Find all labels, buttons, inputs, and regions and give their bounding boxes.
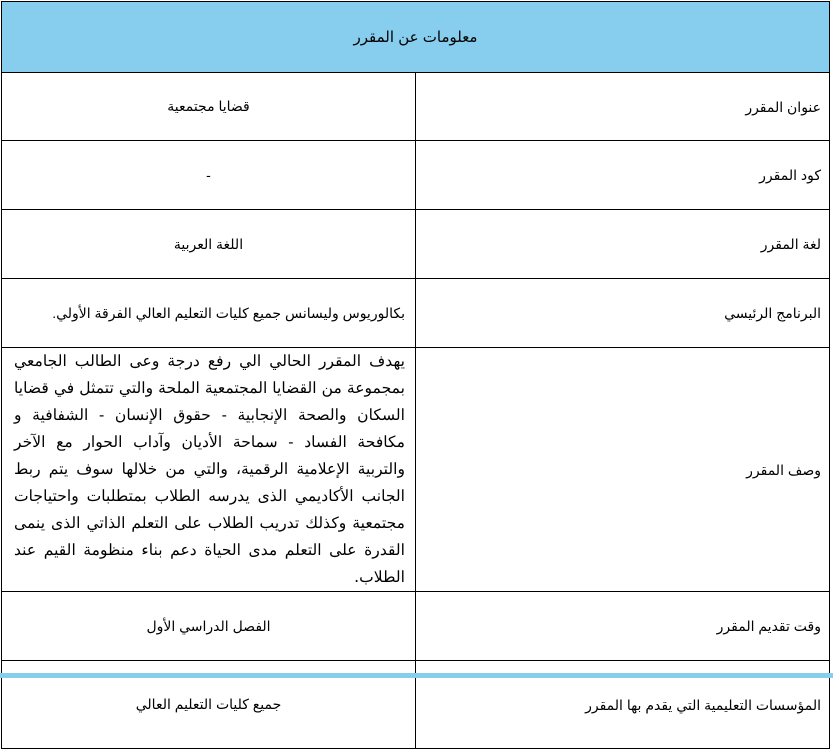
label-course-code: كود المقرر bbox=[416, 141, 830, 210]
table-row-course-language bbox=[2, 210, 830, 279]
bottom-accent-bar bbox=[0, 673, 833, 678]
value-course-title: قضايا مجتمعية bbox=[2, 73, 416, 141]
label-course-description: وصف المقرر bbox=[416, 348, 830, 592]
label-institutions: المؤسسات التعليمية التي يقدم بها المقرر bbox=[416, 661, 830, 749]
table-row-course-description bbox=[2, 348, 830, 592]
value-offering-time: الفصل الدراسي الأول bbox=[2, 592, 416, 661]
value-course-code: - bbox=[2, 141, 416, 210]
label-course-title: عنوان المقرر bbox=[416, 73, 830, 141]
course-info-table bbox=[1, 1, 830, 749]
table-title: معلومات عن المقرر bbox=[353, 29, 478, 46]
value-institutions: جميع كليات التعليم العالي bbox=[2, 661, 416, 749]
table-header bbox=[2, 2, 830, 73]
label-offering-time: وقت تقديم المقرر bbox=[416, 592, 830, 661]
table-row-offering-time bbox=[2, 592, 830, 661]
table-row-main-program bbox=[2, 279, 830, 348]
value-main-program: بكالوريوس وليسانس جميع كليات التعليم العالي الفرقة الأولي. bbox=[2, 279, 416, 348]
label-course-language: لغة المقرر bbox=[416, 210, 830, 279]
label-main-program: البرنامج الرئيسي bbox=[416, 279, 830, 348]
value-course-description: يهدف المقرر الحالي الي رفع درجة وعى الطالب الجامعي بمجموعة من القضايا المجتمعية الملحة والتي تتمثل في قضايا السكان والصحة الإنجابية - حقوق الإنسان - الشفافية و مكافحة الفساد - سماحة الأديان وآداب الحوار مع الآخر والتربية الإعلامية الرقمية، والتي من خلالها سوف يتم ربط الجانب الأكاديمي الذى يدرسه الطلاب بمتطلبات واحتياجات مجتمعية وكذلك تدريب الطلاب على التعلم الذاتي الذى ينمى القدرة على التعلم مدى الحياة دعم بناء منظومة القيم عند الطلاب. bbox=[2, 348, 416, 592]
table-row-course-title bbox=[2, 73, 830, 141]
table-row-course-code bbox=[2, 141, 830, 210]
value-course-language: اللغة العربية bbox=[2, 210, 416, 279]
